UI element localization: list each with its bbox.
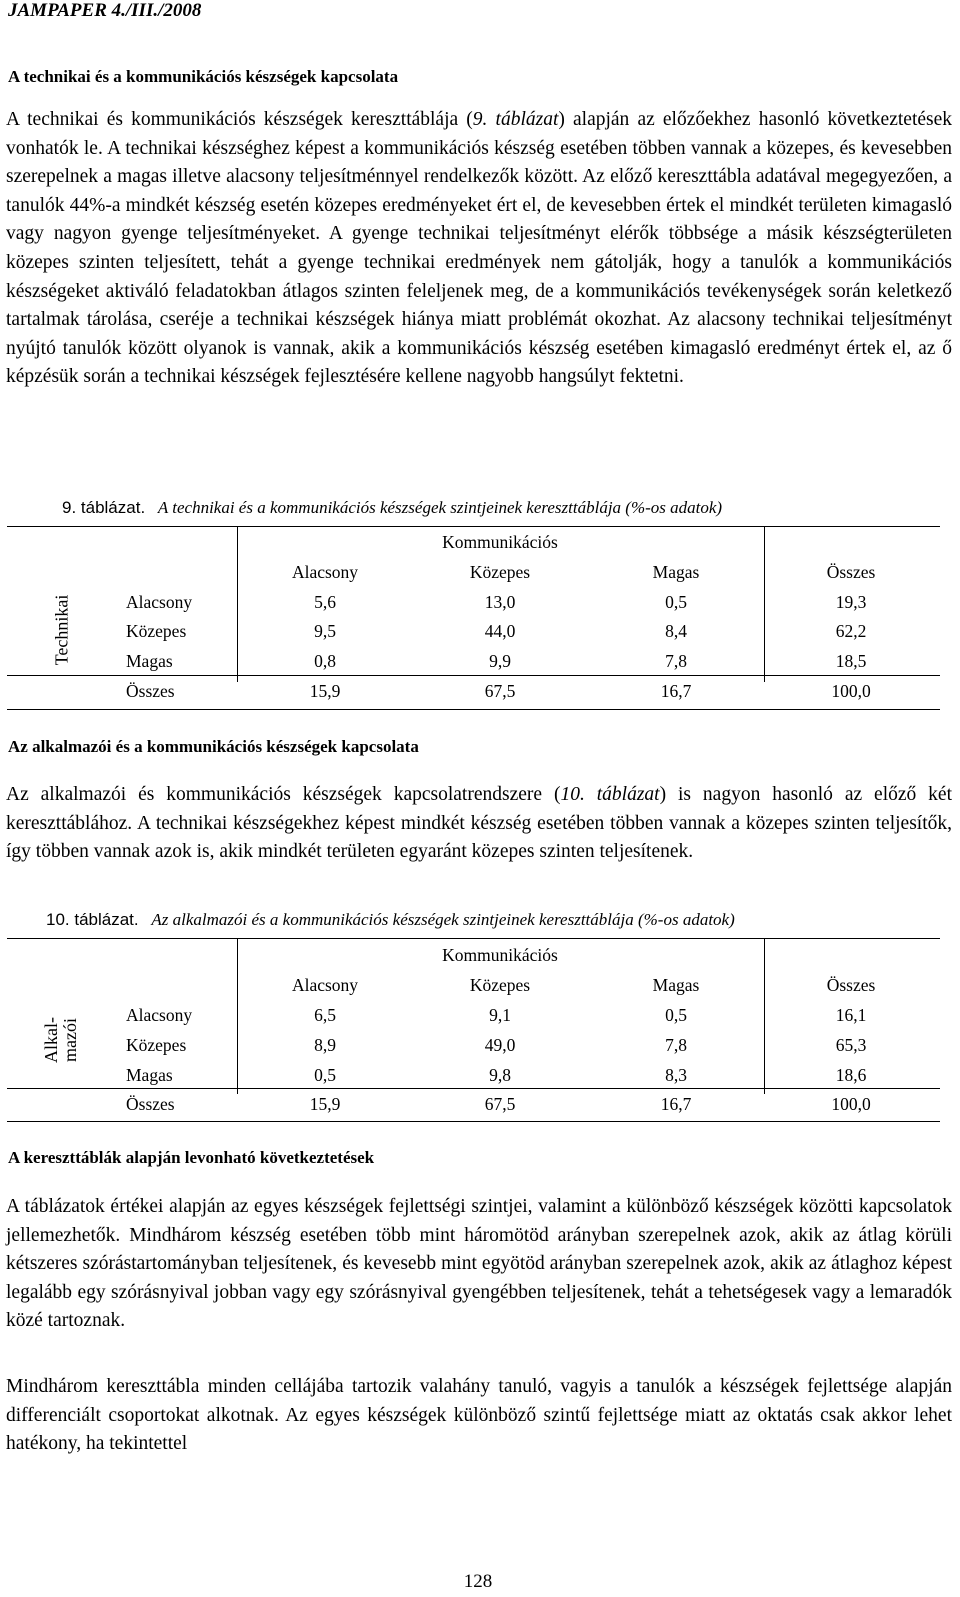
table-10-cell: 16,1: [835, 1005, 867, 1025]
table-10-caption: [46, 910, 735, 930]
table-10-row-group-label: [42, 1017, 80, 1063]
paragraph-conclusions-2: Mindhárom kereszttábla minden cellájába tartozik valahány tanuló, vagyis a tanulók a készségek fejlettsége alapján differenciált csoportokat alkotnak. Az egyes készségek különböző szintű fejlettsége miatt az oktatás csak akkor lehet hatékony, ha tekintettel: [6, 1376, 952, 1455]
table-10-cell: 9,8: [489, 1065, 511, 1085]
table-10-divider-1: [237, 938, 238, 1094]
paragraph-text-a: A technikai és kommunikációs készségek kereszttáblája (: [6, 109, 473, 130]
table-9-cell: 8,4: [665, 621, 687, 641]
table-9-cell: 9,5: [314, 621, 336, 641]
table-9-cell: 19,3: [835, 592, 867, 612]
table-10-total-label: Összes: [126, 1094, 175, 1114]
table-9-total-rule: [7, 675, 940, 676]
table-10-cell: 7,8: [665, 1035, 687, 1055]
table-9-total-label: Összes: [126, 681, 175, 701]
paragraph-text-b: ) alapján az előzőekhez hasonló következtetések vonhatók le. A technikai készséghez képest a kommunikációs készség esetében többen vannak a közepes, és kevesebben szerepelnek a magas illetve alacsony teljesítménnyel rendelkezők között. Az előző kereszttábla adatával megegyezően, a tanulók 44%-a mindkét készség esetén közepes eredményeket ért el, de kevesebben értek el mindkét területen kimagasló vagy nagyon gyenge teljesítményeket. A gyenge technikai teljesítményt elérők többsége a másik készségterületen közepes szinten teljesített, tehát a gyenge technikai eredmények nem gátolják, hogy a tanulók a kommunikációs készségeket aktiváló feladatokban átlagos szinten feleljenek meg, de a kommunikációs tevékenységek során keletkező tartalmak tárolása, cseréje a technikai készségek hiánya miatt problémát okozhat. Az alacsony technikai teljesítményt nyújtó tanulók között olyanok is vannak, akik a kommunikációs készség esetében kimagasló eredményt értek el, az ő képzésük során a technikai készségek fejlesztésére kellene nagyobb hangsúlyt fektetni.: [6, 109, 953, 388]
table-9-col-header: Közepes: [469, 562, 531, 582]
table-10-group-label: Kommunikációs: [442, 945, 558, 965]
table-9-top-rule: [7, 526, 940, 527]
table-10-col-header: Összes: [826, 975, 876, 995]
table-10-row-label: Közepes: [126, 1035, 187, 1055]
table-10-cell: 0,5: [665, 1005, 687, 1025]
table-9-cell: 44,0: [484, 621, 516, 641]
table-10-cell: 49,0: [484, 1035, 516, 1055]
section-heading-technical-communication: A technikai és a kommunikációs készségek kapcsolata: [8, 67, 399, 86]
table-10-cell: 6,5: [314, 1005, 336, 1025]
paragraph-text-b: ) is nagyon hasonló az előző két kereszttáblához. A technikai készségekhez képest mindkét készség esetében többen vannak a közepes szinten teljesítők, így többen vannak azok is, akik mindkét területen egyaránt közepes szinten teljesítenek.: [6, 784, 953, 863]
table-9-total-cell: 67,5: [484, 681, 516, 701]
table-9-col-header: Magas: [652, 562, 700, 582]
table-10-row-label: Magas: [126, 1065, 173, 1085]
table-10-total-cell: 67,5: [484, 1094, 516, 1114]
table-10-col-header: Közepes: [469, 975, 531, 995]
table-10-cell: 8,3: [665, 1065, 687, 1085]
table-10-total-rule: [7, 1088, 940, 1089]
table-9-title: A technikai és a kommunikációs készségek szintjeinek kereszttáblája (%-os adatok): [157, 498, 723, 517]
journal-header: JAMPAPER 4./III./2008: [8, 0, 202, 21]
table-9-bottom-rule: [7, 709, 940, 710]
table-10-row-group-line-1: Alkal-: [41, 1017, 61, 1063]
table-10-bottom-rule: [7, 1121, 940, 1122]
table-9-total-cell: 100,0: [831, 681, 871, 701]
table-9-total-cell: 16,7: [660, 681, 692, 701]
table-10-top-rule: [7, 938, 940, 939]
section-heading-conclusions: A kereszttáblák alapján levonható következtetések: [8, 1148, 375, 1167]
table-10-row-label: Alacsony: [126, 1005, 193, 1025]
table-10-title: Az alkalmazói és a kommunikációs készségek szintjeinek kereszttáblája (%-os adatok): [151, 910, 735, 929]
table-9-divider-2: [764, 526, 765, 682]
table-10-number: 10. táblázat.: [46, 910, 139, 929]
table-10-cell: 0,5: [314, 1065, 336, 1085]
table-9-cell: 5,6: [314, 592, 336, 612]
table-9-cell: 9,9: [489, 651, 511, 671]
table-9-cell: 0,8: [314, 651, 336, 671]
table-9-row-group-label: Technikai: [51, 594, 72, 666]
paragraph-text-a: Az alkalmazói és kommunikációs készségek kapcsolatrendszere (: [6, 784, 561, 805]
page-number: 128: [463, 1571, 493, 1592]
table-9-row-label: Alacsony: [126, 592, 193, 612]
table-9-cell: 13,0: [484, 592, 516, 612]
table-9-row-label: Közepes: [126, 621, 187, 641]
table-10-col-header: Magas: [652, 975, 700, 995]
table-10-cell: 65,3: [835, 1035, 867, 1055]
table-9-col-header: Alacsony: [291, 562, 359, 582]
paragraph-applied-communication: [6, 781, 952, 867]
paragraph-conclusions-1: A táblázatok értékei alapján az egyes készségek fejlettségi szintjei, valamint a különböző készségek közötti kapcsolatok jellemezhetők. Mindhárom készség esetében több mint háromötöd arányban szerepelnek azok, akik az átlag körüli kétszeres szórástartományban teljesítenek, és kevesebb mint egyötöd arányban szerepelnek azok, akik az átlaghoz képest legalább egy szórásnyival jobban vagy egy szórásnyival gyengébben teljesítenek, tehát a tehetségesek vagy a lemaradók közé tartoznak.: [6, 1196, 952, 1332]
table-9-cell: 18,5: [835, 651, 867, 671]
paragraph-technical-communication: [6, 106, 952, 392]
table-9-total-cell: 15,9: [309, 681, 341, 701]
table-9-cell: 0,5: [665, 592, 687, 612]
table-9-row-label: Magas: [126, 651, 173, 671]
table-reference-9: 9. táblázat: [472, 109, 559, 130]
table-10-divider-2: [764, 938, 765, 1094]
table-9-cell: 62,2: [835, 621, 867, 641]
table-9-col-header: Összes: [826, 562, 876, 582]
table-reference-10: 10. táblázat: [560, 784, 660, 805]
table-9-divider-1: [237, 526, 238, 682]
table-10-total-cell: 16,7: [660, 1094, 692, 1114]
table-10-col-header: Alacsony: [291, 975, 359, 995]
table-9-group-label: Kommunikációs: [442, 532, 558, 552]
table-9-cell: 7,8: [665, 651, 687, 671]
section-heading-applied-communication: Az alkalmazói és a kommunikációs készségek kapcsolata: [8, 737, 419, 756]
table-9-number: 9. táblázat.: [62, 498, 146, 517]
table-10-cell: 18,6: [835, 1065, 867, 1085]
table-10-cell: 8,9: [314, 1035, 336, 1055]
table-10-total-cell: 15,9: [309, 1094, 341, 1114]
table-9-caption: [62, 498, 722, 518]
table-10-cell: 9,1: [489, 1005, 511, 1025]
table-10-total-cell: 100,0: [831, 1094, 871, 1114]
table-10-row-group-line-2: mazói: [60, 1018, 80, 1062]
